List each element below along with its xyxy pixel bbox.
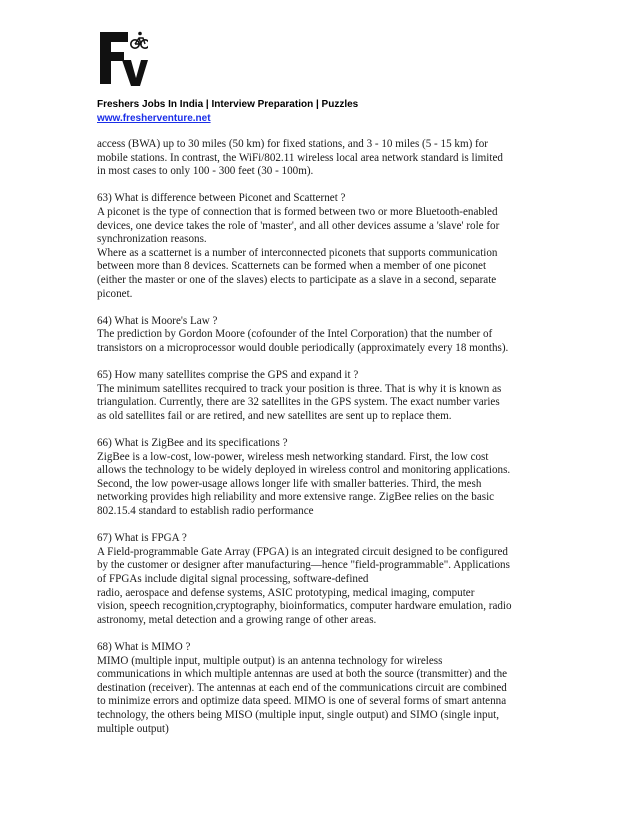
text-line: devices, one device takes the role of 'master', and all other devices assume a 'slave' role for [97,219,500,232]
text-line: astronomy, metal detection and a growing range of other areas. [97,613,377,626]
text-line: to minimize errors and optimize data speed. MIMO is one of several forms of smart antenna [97,695,507,708]
text-line: transistors on a microprocessor would double periodically (approximately every 18 months). [97,341,509,354]
text-line: piconet. [97,287,133,300]
question-heading: 67) What is FPGA ? [97,532,187,545]
text-line: access (BWA) up to 30 miles (50 km) for fixed stations, and 3 - 10 miles (5 - 15 km) for [97,138,488,150]
text-line: of FPGAs include digital signal processing, software-defined [97,573,369,585]
text-line: ZigBee is a low-cost, low-power, wireless mesh networking standard. First, the low cost [97,450,489,463]
paragraph [97,641,545,736]
site-header [97,98,358,126]
text-line: The prediction by Gordon Moore (cofounder of the Intel Corporation) that the number of [97,328,493,341]
fv-logo-icon [98,30,148,88]
text-line: communications in which multiple antennas are used at both the source (transmitter) and the [97,668,508,681]
text-line: The minimum satellites recquired to track your position is three. That is why it is known as [97,382,502,395]
text-line: between more than 8 devices. Scatternets can be formed when a member of one piconet [97,260,487,273]
paragraph [97,369,545,423]
text-line: (either the master or one of the slaves) elects to participate as a slave in a second, separate [97,273,497,286]
text-line: synchronization reasons. [97,233,207,246]
paragraph [97,315,545,356]
text-line: MIMO (multiple input, multiple output) is an antenna technology for wireless [97,654,443,667]
site-logo [98,30,148,88]
text-line: networking provides high reliability and more extensive range. ZigBee relies on the basic [97,491,495,504]
question-heading: 65) How many satellites comprise the GPS and expand it ? [97,369,359,382]
text-line: Where as a scatternet is a number of interconnected piconets that supports communication [97,246,498,259]
text-line: allows the technology to be widely deployed in wireless control and monitoring applications. [97,464,511,477]
text-line: Second, the low power-usage allows longer life with smaller batteries. Third, the mesh [97,477,482,490]
site-url-link[interactable]: www.fresherventure.net [97,113,211,124]
text-line: technology, the others being MISO (multiple input, single output) and SIMO (single input, [97,708,500,721]
text-line: radio, aerospace and defense systems, ASIC prototyping, medical imaging, computer [97,586,475,599]
paragraph [97,532,545,627]
text-line: destination (receiver). The antennas at each end of the communications circuit are combined [97,681,507,694]
question-heading: 68) What is MIMO ? [97,640,191,653]
document-body [97,138,545,750]
paragraph [97,192,545,301]
text-line: triangulation. Currently, there are 32 satellites in the GPS system. The exact number varies [97,396,500,409]
text-line: vision, speech recognition,cryptography, bioinformatics, computer hardware emulation, radio [97,600,512,613]
text-line: in most cases to only 100 - 300 feet (30 - 100m). [97,165,314,178]
paragraph [97,437,545,519]
text-line: mobile stations. In contrast, the WiFi/802.11 wireless local area network standard is limited [97,151,503,164]
question-heading: 64) What is Moore's Law ? [97,314,218,327]
question-heading: 63) What is difference between Piconet and Scatternet ? [97,192,346,205]
question-heading: 66) What is ZigBee and its specifications ? [97,437,288,450]
text-line: by the customer or designer after manufacturing—hence "field-programmable". Applications [97,559,510,572]
text-line: A piconet is the type of connection that is formed between two or more Bluetooth-enabled [97,205,498,218]
text-line: 802.15.4 standard to establish radio performance [97,505,314,518]
site-tagline: Freshers Jobs In India | Interview Preparation | Puzzles [97,99,359,110]
text-line: multiple output) [97,722,169,735]
text-line: as old satellites fail or are retired, and new satellites are sent up to replace them. [97,409,452,422]
text-line: A Field-programmable Gate Array (FPGA) is an integrated circuit designed to be configured [97,545,508,558]
paragraph [97,138,545,179]
